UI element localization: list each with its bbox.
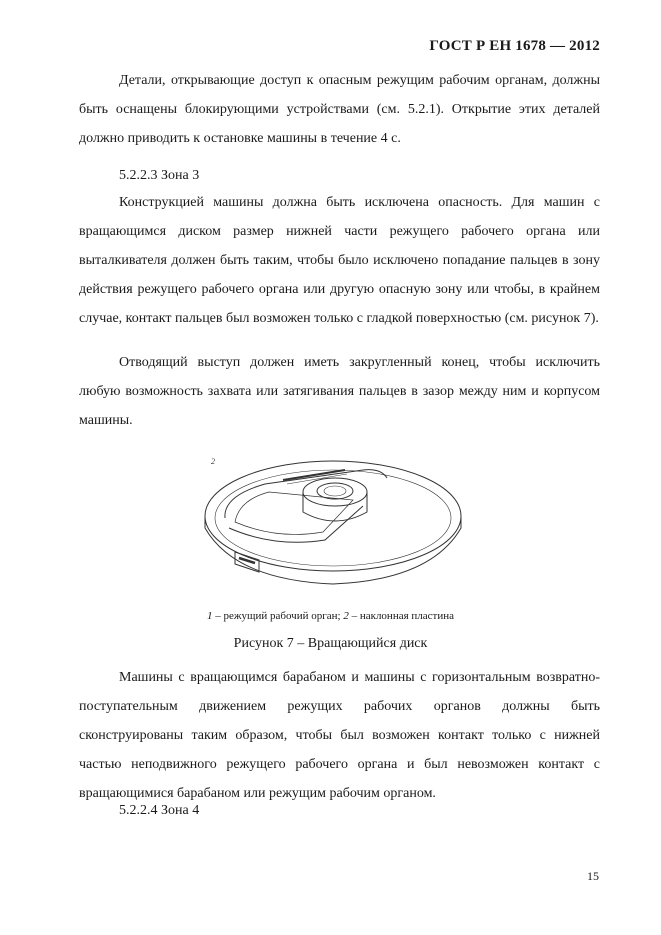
figure-rotating-disc — [195, 448, 475, 598]
legend-num-2: 2 — [343, 610, 349, 622]
paragraph-drum-machines: Машины с вращающимся барабаном и машины с горизонтальным возвратно-поступательным движением режущих рабочих органов должны быть сконструированы таким образом, чтобы был возможен контакт только с нижней частью неподвижного режущего рабочего органа и был невозможен контакт с вращающимися барабаном или режущим рабочим органом. — [79, 670, 600, 801]
legend-num-1: 1 — [207, 610, 213, 622]
legend-text-2: – наклонная пластина — [348, 610, 454, 622]
section-heading-zone-3: 5.2.2.3 Зона 3 — [119, 168, 200, 183]
figure-callout-2: 2 — [211, 457, 215, 466]
standard-header: ГОСТ Р ЕН 1678 — 2012 — [429, 38, 600, 54]
paragraph-interlock: Детали, открывающие доступ к опасным режущим рабочим органам, должны быть оснащены блокирующими устройствами (см. 5.2.1). Открытие этих деталей должно приводить к остановке машины в течение 4 с. — [79, 73, 600, 146]
figure-legend — [0, 610, 661, 622]
section-heading-zone-4: 5.2.2.4 Зона 4 — [119, 803, 200, 818]
figure-title: Рисунок 7 – Вращающийся диск — [233, 636, 428, 651]
legend-text-1: – режущий рабочий орган; — [212, 610, 344, 622]
paragraph-discharge-ledge: Отводящий выступ должен иметь закругленный конец, чтобы исключить любую возможность захвата или затягивания пальцев в зазор между ним и корпусом машины. — [79, 355, 600, 428]
paragraph-disc-machines: Конструкцией машины должна быть исключена опасность. Для машин с вращающимся диском размер нижней части режущего рабочего органа или выталкивателя должен быть таким, чтобы было исключено попадание пальцев в зону действия режущего рабочего органа или другую опасную зону или чтобы, в крайнем случае, контакт пальцев был возможен только с гладкой поверхностью (см. рисунок 7). — [79, 195, 600, 326]
rotating-disc-drawing-icon — [195, 448, 475, 598]
page-number: 15 — [587, 869, 599, 883]
